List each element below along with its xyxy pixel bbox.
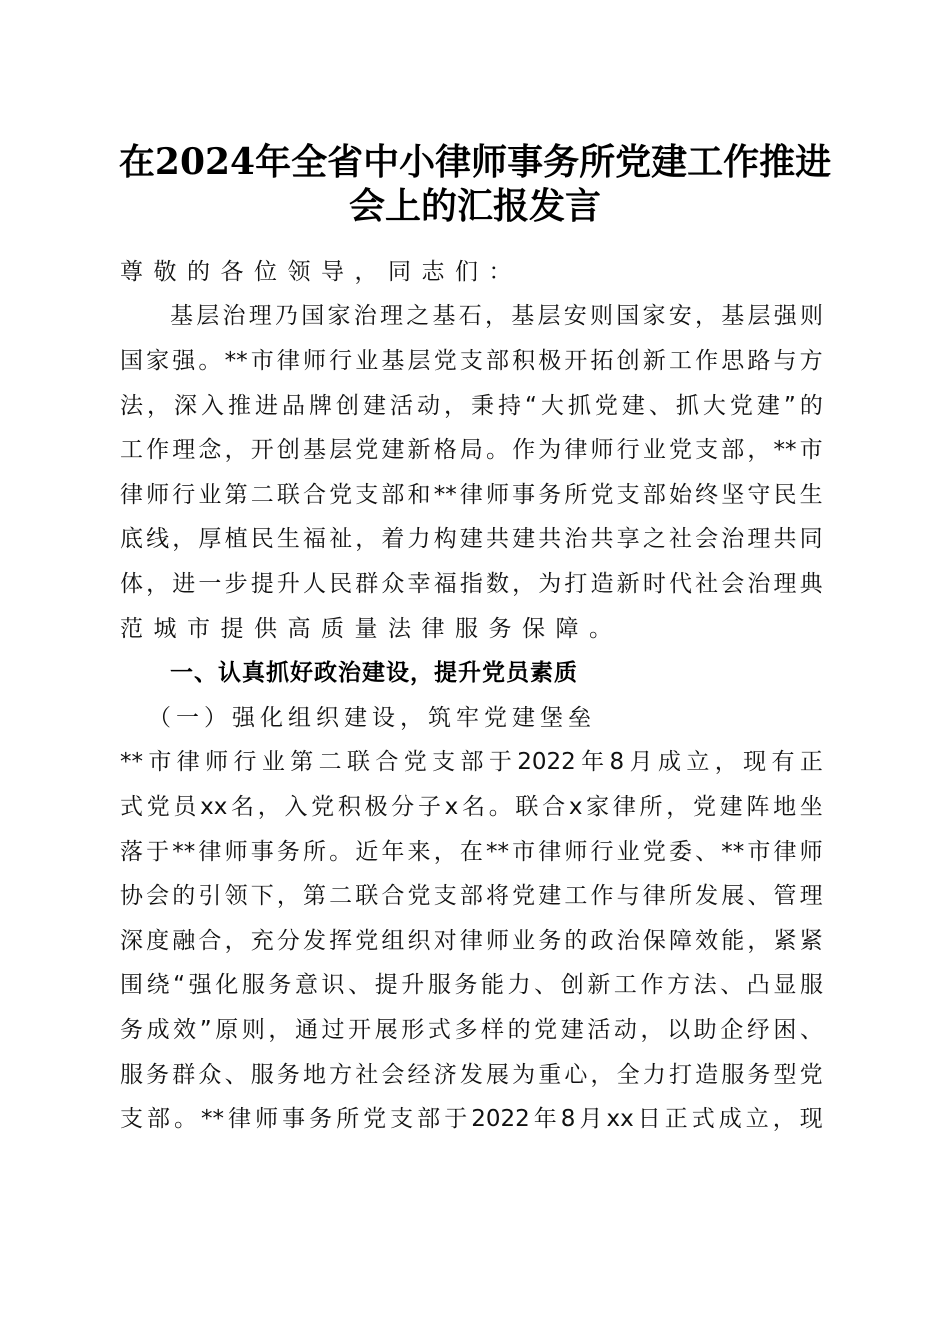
paragraph-2-line: 务 成 效 ” 原 则 ， 通 过 开 展 形 式 多 样 的 党 建 活 动 ， 以 助 企 纾 困 、 xyxy=(120,1017,823,1043)
paragraph-2-line: 协 会 的 引 领 下 ， 第 二 联 合 党 支 部 将 党 建 工 作 与 律 所 发 展 、 管 理 xyxy=(120,883,823,909)
paragraph-1-line: 法 ， 深 入 推 进 品 牌 创 建 活 动 ， 秉 持 “ 大 抓 党 建 、 抓 大 党 建 ” 的 xyxy=(120,393,823,419)
paragraph-1-line: 体 ， 进 一 步 提 升 人 民 群 众 幸 福 指 数 ， 为 打 造 新 时 代 社 会 治 理 典 xyxy=(120,571,823,597)
paragraph-2-line: 支 部 。 ** 律 师 事 务 所 党 支 部 于 2022 年 8 月 xx 日 正 式 成 立 ， 现 xyxy=(120,1106,823,1132)
paragraph-1-line: 范城市提供高质量法律服务保障。 xyxy=(120,616,623,642)
paragraph-1-line: 国 家 强 。 ** 市 律 师 行 业 基 层 党 支 部 积 极 开 拓 创 新 工 作 思 路 与 方 xyxy=(120,348,823,374)
subsection-heading-1: （一）强化组织建设，筑牢党建堡垒 xyxy=(148,705,596,731)
document-title-line-1: 在2024年全省中小律师事务所党建工作推进 xyxy=(118,141,832,183)
paragraph-1-line: 基 层 治 理 乃 国 家 治 理 之 基 石 ， 基 层 安 则 国 家 安 ， 基 层 强 则 xyxy=(170,303,823,329)
document-title-line-2: 会上的汇报发言 xyxy=(348,185,601,227)
paragraph-2-line: 围 绕 “ 强 化 服 务 意 识 、 提 升 服 务 能 力 、 创 新 工 作 方 法 、 凸 显 服 xyxy=(120,972,823,998)
paragraph-2-line: 式 党 员 xx 名 ， 入 党 积 极 分 子 x 名 。 联 合 x 家 律 所 ， 党 建 阵 地 坐 xyxy=(120,794,823,820)
salutation: 尊敬的各位领导，同志们： xyxy=(120,259,522,285)
paragraph-2-line: 落 于 ** 律 师 事 务 所 。 近 年 来 ， 在 ** 市 律 师 行 业 党 委 、 ** 市 律 师 xyxy=(120,839,823,865)
section-heading-1: 一、认真抓好政治建设，提升党员素质 xyxy=(170,660,578,686)
paragraph-1-line: 工 作 理 念 ， 开 创 基 层 党 建 新 格 局 。 作 为 律 师 行 业 党 支 部 ， ** 市 xyxy=(120,437,823,463)
paragraph-2-line: 服 务 群 众 、 服 务 地 方 社 会 经 济 发 展 为 重 心 ， 全 力 打 造 服 务 型 党 xyxy=(120,1062,823,1088)
paragraph-1-line: 律 师 行 业 第 二 联 合 党 支 部 和 ** 律 师 事 务 所 党 支 部 始 终 坚 守 民 生 xyxy=(120,482,823,508)
paragraph-2-line: ** 市 律 师 行 业 第 二 联 合 党 支 部 于 2022 年 8 月 成 立 ， 现 有 正 xyxy=(120,749,823,775)
paragraph-2-line: 深 度 融 合 ， 充 分 发 挥 党 组 织 对 律 师 业 务 的 政 治 保 障 效 能 ， 紧 紧 xyxy=(120,928,823,954)
paragraph-1-line: 底 线 ， 厚 植 民 生 福 祉 ， 着 力 构 建 共 建 共 治 共 享 之 社 会 治 理 共 同 xyxy=(120,526,823,552)
